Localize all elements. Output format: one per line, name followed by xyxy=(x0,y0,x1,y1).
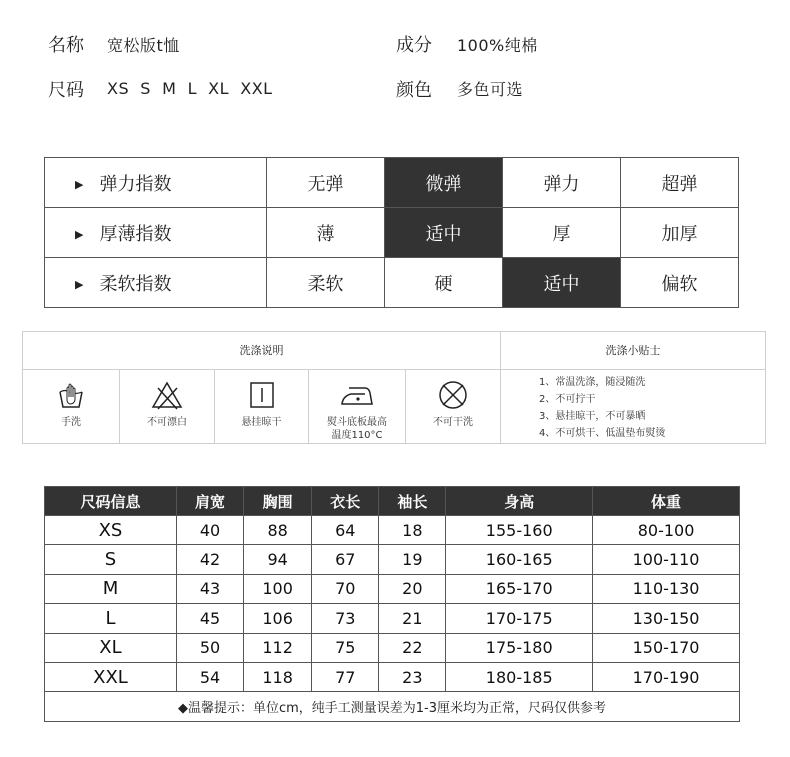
wash-tips-list xyxy=(539,374,665,442)
size-value-cell: 100 xyxy=(244,574,312,603)
wash-item-no-bleach xyxy=(120,370,215,443)
size-value-cell: 160-165 xyxy=(446,545,593,574)
index-option: 适中 xyxy=(503,258,621,308)
size-value-cell: 118 xyxy=(244,662,312,691)
size-value: XS S M L XL XXL xyxy=(107,79,273,98)
size-chart-header: 身高 xyxy=(446,487,593,516)
table-row xyxy=(45,662,740,691)
size-value-cell: 20 xyxy=(379,574,446,603)
size-value-cell: 165-170 xyxy=(446,574,593,603)
wash-item-hand-wash xyxy=(23,370,120,443)
wash-label: 熨斗底板最高温度110°C xyxy=(327,417,387,441)
wash-item-iron xyxy=(309,370,406,443)
size-value-cell: 40 xyxy=(176,516,243,545)
size-chart-header: 体重 xyxy=(593,487,740,516)
index-row-label xyxy=(45,258,267,308)
size-value-cell: 77 xyxy=(312,662,379,691)
size-name-cell: L xyxy=(45,604,177,633)
size-chart-header: 尺码信息 xyxy=(45,487,177,516)
index-option: 薄 xyxy=(267,208,385,258)
size-value-cell: 19 xyxy=(379,545,446,574)
index-option: 微弹 xyxy=(385,158,503,208)
size-value-cell: 94 xyxy=(244,545,312,574)
size-value-cell: 175-180 xyxy=(446,633,593,662)
wash-tip: 1、常温洗涤，随浸随洗 xyxy=(539,377,646,388)
index-option: 超弹 xyxy=(621,158,739,208)
name-label: 名称 xyxy=(48,35,84,56)
size-note: ◆温馨提示：单位cm，纯手工测量误差为1-3厘米均为正常，尺码仅供参考 xyxy=(45,692,740,722)
index-option: 厚 xyxy=(503,208,621,258)
table-row xyxy=(45,604,740,633)
size-value-cell: 88 xyxy=(244,516,312,545)
wash-label: 手洗 xyxy=(61,417,81,428)
size-chart-header: 胸围 xyxy=(244,487,312,516)
index-option: 硬 xyxy=(385,258,503,308)
size-value-cell: 112 xyxy=(244,633,312,662)
size-value-cell: 100-110 xyxy=(593,545,740,574)
iron-icon xyxy=(339,380,375,410)
size-value-cell: 130-150 xyxy=(593,604,740,633)
size-value-cell: 150-170 xyxy=(593,633,740,662)
wash-tip: 4、不可烘干、低温垫布熨烫 xyxy=(539,428,666,439)
index-row xyxy=(45,158,739,208)
size-name-cell: XS xyxy=(45,516,177,545)
size-value-cell: 43 xyxy=(176,574,243,603)
hang-dry-icon xyxy=(247,380,277,410)
index-option: 弹力 xyxy=(503,158,621,208)
size-value-cell: 155-160 xyxy=(446,516,593,545)
wash-item-no-dry-clean xyxy=(406,370,501,443)
triangle-right-icon: ▶ xyxy=(75,178,84,191)
triangle-right-icon: ▶ xyxy=(75,228,84,241)
index-row xyxy=(45,208,739,258)
index-row-label xyxy=(45,158,267,208)
index-row xyxy=(45,258,739,308)
size-name-cell: S xyxy=(45,545,177,574)
size-value-cell: 73 xyxy=(312,604,379,633)
wash-tip: 2、不可拧干 xyxy=(539,394,596,405)
size-chart-header: 衣长 xyxy=(312,487,379,516)
size-name-cell: XL xyxy=(45,633,177,662)
size-value-cell: 64 xyxy=(312,516,379,545)
material-label: 成分 xyxy=(396,35,432,56)
size-chart-header: 肩宽 xyxy=(176,487,243,516)
index-option: 适中 xyxy=(385,208,503,258)
index-label: 弹力指数 xyxy=(99,173,172,195)
size-value-cell: 170-175 xyxy=(446,604,593,633)
index-option: 无弹 xyxy=(267,158,385,208)
wash-label: 悬挂晾干 xyxy=(241,417,282,428)
size-label: 尺码 xyxy=(48,80,84,101)
size-value-cell: 110-130 xyxy=(593,574,740,603)
size-name-cell: M xyxy=(45,574,177,603)
size-chart-table xyxy=(44,486,740,722)
no-dry-clean-icon xyxy=(437,380,469,412)
triangle-right-icon: ▶ xyxy=(75,278,84,291)
size-value-cell: 45 xyxy=(176,604,243,633)
index-label: 厚薄指数 xyxy=(99,223,172,245)
index-row-label xyxy=(45,208,267,258)
size-value-cell: 50 xyxy=(176,633,243,662)
table-row xyxy=(45,516,740,545)
index-label: 柔软指数 xyxy=(99,273,172,295)
size-value-cell: 70 xyxy=(312,574,379,603)
material-value: 100%纯棉 xyxy=(457,36,538,55)
table-row xyxy=(45,633,740,662)
fabric-index-table xyxy=(44,157,739,308)
size-value-cell: 75 xyxy=(312,633,379,662)
size-chart-header: 袖长 xyxy=(379,487,446,516)
index-option: 偏软 xyxy=(621,258,739,308)
size-value-cell: 80-100 xyxy=(593,516,740,545)
size-value-cell: 170-190 xyxy=(593,662,740,691)
size-value-cell: 21 xyxy=(379,604,446,633)
wash-tip: 3、悬挂晾干，不可暴晒 xyxy=(539,411,646,422)
size-value-cell: 106 xyxy=(244,604,312,633)
size-value-cell: 18 xyxy=(379,516,446,545)
wash-title: 洗涤说明 xyxy=(23,332,501,370)
name-value: 宽松版t恤 xyxy=(107,36,180,55)
wash-instructions-panel xyxy=(22,331,766,444)
size-value-cell: 23 xyxy=(379,662,446,691)
hand-wash-icon xyxy=(56,380,86,410)
size-value-cell: 22 xyxy=(379,633,446,662)
wash-label: 不可漂白 xyxy=(147,417,187,428)
color-value: 多色可选 xyxy=(457,80,524,99)
index-option: 加厚 xyxy=(621,208,739,258)
size-value-cell: 180-185 xyxy=(446,662,593,691)
wash-tips-title: 洗涤小贴士 xyxy=(501,332,765,370)
size-value-cell: 42 xyxy=(176,545,243,574)
index-option: 柔软 xyxy=(267,258,385,308)
size-name-cell: XXL xyxy=(45,662,177,691)
table-row xyxy=(45,574,740,603)
no-bleach-icon xyxy=(150,380,184,410)
size-value-cell: 67 xyxy=(312,545,379,574)
wash-item-hang-dry xyxy=(215,370,309,443)
size-value-cell: 54 xyxy=(176,662,243,691)
table-row xyxy=(45,545,740,574)
color-label: 颜色 xyxy=(396,80,432,101)
wash-label: 不可干洗 xyxy=(433,417,473,428)
